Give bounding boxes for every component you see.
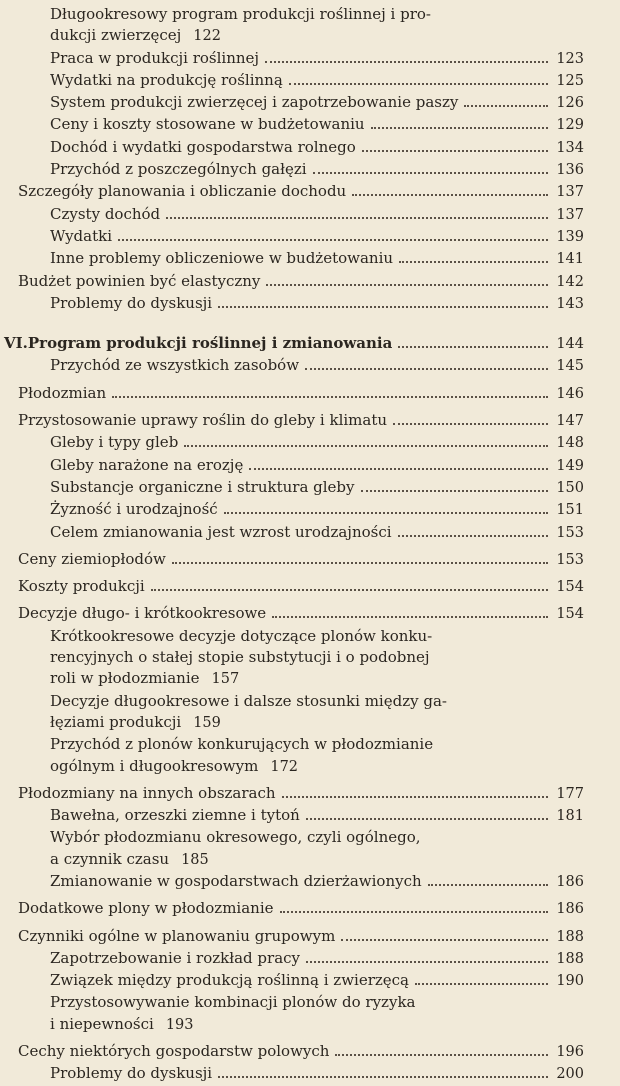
page-number: 145 [556, 358, 584, 375]
entry-title: Wydatki na produkcję roślinną [50, 70, 287, 91]
entry-title: Problemy do dyskusji [50, 293, 216, 314]
entry-title: Długookresowy program produkcji roślinnej i pro- [50, 4, 435, 25]
dot-leader [266, 284, 548, 286]
entry-title: ogólnym i długookresowym [50, 757, 262, 775]
dot-leader [151, 589, 548, 591]
toc-entry [4, 970, 584, 992]
toc-entry [4, 226, 584, 248]
toc-entry [4, 691, 584, 735]
entry-title: Dodatkowe plony w płodozmianie [18, 898, 278, 919]
dot-leader [306, 961, 548, 963]
page-number: 142 [556, 273, 584, 290]
toc-entry [4, 805, 584, 827]
toc-entry [4, 576, 584, 598]
dot-leader [166, 217, 548, 219]
page-number: 144 [556, 336, 584, 353]
toc-entry [4, 898, 584, 920]
toc-entry [4, 159, 584, 181]
entry-title: Żyzność i urodzajność [50, 499, 222, 520]
dot-leader [371, 127, 548, 129]
entry-title: Płodozmian [18, 383, 110, 404]
entry-title: Przychód z poszczególnych gałęzi [50, 159, 311, 180]
page-number: 123 [556, 50, 584, 67]
dot-leader [289, 83, 548, 85]
entry-title: Zapotrzebowanie i rozkład pracy [50, 948, 304, 969]
dot-leader [399, 261, 548, 263]
page-number: 134 [556, 139, 584, 156]
toc-entry [4, 948, 584, 970]
dot-leader [218, 306, 548, 308]
dot-leader [361, 490, 548, 492]
dot-leader [415, 983, 548, 985]
dot-leader [118, 239, 548, 241]
page-number: 129 [556, 117, 584, 134]
page-number: 154 [556, 579, 584, 596]
entry-title: Gleby narażone na erozję [50, 455, 247, 476]
page-number: 137 [556, 184, 584, 201]
page-number: 143 [556, 295, 584, 312]
entry-title: Przychód z plonów konkurujących w płodozmianie [50, 734, 437, 755]
toc-entry [4, 70, 584, 92]
toc-entry [4, 137, 584, 159]
entry-title: Program produkcji roślinnej i zmianowania [28, 333, 396, 354]
dot-leader [352, 194, 548, 196]
page-number: 172 [270, 758, 299, 775]
dot-leader [398, 346, 548, 348]
dot-leader [306, 818, 548, 820]
dot-leader [313, 172, 548, 174]
dot-leader [224, 512, 548, 514]
entry-title: dukcji zwierzęcej [50, 26, 185, 44]
toc-entry [4, 734, 584, 778]
dot-leader [218, 1076, 548, 1078]
page-number: 188 [556, 950, 584, 967]
page-number: 188 [556, 928, 584, 945]
page-number: 186 [556, 873, 584, 890]
page-number: 125 [556, 72, 584, 89]
toc-entry [4, 48, 584, 70]
toc-chapter [4, 333, 584, 355]
entry-title: Ceny ziemiopłodów [18, 549, 170, 570]
page-number: 148 [556, 435, 584, 452]
dot-leader [112, 396, 548, 398]
page-number: 153 [556, 524, 584, 541]
entry-title: łęziami produkcji [50, 713, 185, 731]
toc-entry [4, 522, 584, 544]
toc-entry [4, 871, 584, 893]
dot-leader [335, 1054, 548, 1056]
entry-title: Krótkookresowe decyzje dotyczące plonów konku- [50, 626, 436, 647]
entry-title: Decyzje długookresowe i dalsze stosunki między ga- [50, 691, 451, 712]
page-number: 122 [193, 28, 221, 45]
page-number: 136 [556, 162, 584, 179]
page-number: 157 [211, 671, 240, 688]
chapter-number: VI. [4, 334, 28, 353]
page-number: 147 [556, 413, 584, 430]
dot-leader [305, 368, 548, 370]
toc-entry [4, 248, 584, 270]
page-number: 146 [556, 385, 584, 402]
toc-entry [4, 549, 584, 571]
entry-title: Czysty dochód [50, 204, 164, 225]
dot-leader [398, 535, 548, 537]
page-number: 190 [556, 973, 584, 990]
dot-leader [362, 150, 548, 152]
entry-title: Przystosowanie uprawy roślin do gleby i klimatu [18, 410, 391, 431]
page-number: 196 [556, 1044, 584, 1061]
entry-title: Płodozmiany na innych obszarach [18, 783, 280, 804]
entry-title: Ceny i koszty stosowane w budżetowaniu [50, 114, 369, 135]
dot-leader [464, 105, 548, 107]
dot-leader [428, 884, 548, 886]
toc-entry [4, 992, 584, 1036]
page-number: 193 [165, 1016, 194, 1033]
toc-entry [4, 410, 584, 432]
entry-title: rencyjnych o stałej stopie substytucji i o podobnej [50, 648, 434, 666]
entry-title: Inne problemy obliczeniowe w budżetowaniu [50, 248, 397, 269]
page-number: 149 [556, 457, 584, 474]
dot-leader [393, 423, 548, 425]
toc-entry [4, 92, 584, 114]
toc-entry [4, 827, 584, 871]
toc-entry [4, 455, 584, 477]
page-number: 200 [556, 1066, 584, 1083]
toc-entry [4, 355, 584, 377]
entry-title: Zmianowanie w gospodarstwach dzierżawionych [50, 871, 426, 892]
page-number: 186 [556, 901, 584, 918]
dot-leader [280, 911, 548, 913]
page-number: 181 [556, 808, 584, 825]
toc-entry [4, 499, 584, 521]
entry-title: Praca w produkcji roślinnej [50, 48, 263, 69]
entry-title: Cechy niektórych gospodarstw polowych [18, 1041, 333, 1062]
page-number: 126 [556, 95, 584, 112]
page-number: 185 [181, 851, 209, 868]
toc-entry [4, 271, 584, 293]
entry-title: Przychód ze wszystkich zasobów [50, 355, 303, 376]
entry-title: Koszty produkcji [18, 576, 149, 597]
entry-title: Czynniki ogólne w planowaniu grupowym [18, 926, 339, 947]
page-number: 150 [556, 479, 584, 496]
toc-entry [4, 4, 584, 48]
entry-title: Przystosowywanie kombinacji plonów do ryzyka [50, 992, 419, 1013]
entry-title: Celem zmianowania jest wzrost urodzajności [50, 522, 396, 543]
page-number: 177 [556, 785, 584, 802]
toc-entry [4, 926, 584, 948]
entry-title: a czynnik czasu [50, 850, 173, 868]
dot-leader [265, 61, 548, 63]
toc-entry [4, 783, 584, 805]
table-of-contents [4, 4, 584, 1086]
toc-entry [4, 626, 584, 691]
dot-leader [272, 616, 548, 618]
toc-entry [4, 432, 584, 454]
toc-entry [4, 1041, 584, 1063]
toc-entry [4, 114, 584, 136]
toc-entry [4, 181, 584, 203]
entry-title: Szczegóły planowania i obliczanie dochodu [18, 181, 350, 202]
entry-title: Wybór płodozmianu okresowego, czyli ogólnego, [50, 827, 425, 848]
toc-entry [4, 477, 584, 499]
entry-title: Budżet powinien być elastyczny [18, 271, 264, 292]
entry-title: Problemy do dyskusji [50, 1063, 216, 1084]
page-number: 139 [556, 228, 584, 245]
entry-title: Wydatki [50, 226, 116, 247]
toc-entry [4, 383, 584, 405]
toc-entry [4, 603, 584, 625]
entry-title: System produkcji zwierzęcej i zapotrzebowanie paszy [50, 92, 462, 113]
dot-leader [249, 468, 548, 470]
page-number: 137 [556, 206, 584, 223]
entry-title: Bawełna, orzeszki ziemne i tytoń [50, 805, 304, 826]
page-number: 151 [556, 502, 584, 519]
toc-entry [4, 293, 584, 315]
entry-title: Decyzje długo- i krótkookresowe [18, 603, 270, 624]
dot-leader [282, 796, 548, 798]
dot-leader [341, 939, 548, 941]
entry-title: Związek między produkcją roślinną i zwierzęcą [50, 970, 413, 991]
toc-entry [4, 204, 584, 226]
entry-title: i niepewności [50, 1015, 158, 1033]
entry-title: Dochód i wydatki gospodarstwa rolnego [50, 137, 360, 158]
entry-title: Substancje organiczne i struktura gleby [50, 477, 359, 498]
page-number: 153 [556, 551, 584, 568]
page-number: 141 [556, 251, 584, 268]
dot-leader [184, 445, 548, 447]
entry-title: roli w płodozmianie [50, 669, 204, 687]
toc-entry [4, 1063, 584, 1085]
page-number: 159 [193, 714, 221, 731]
page-number: 154 [556, 606, 584, 623]
dot-leader [172, 562, 548, 564]
entry-title: Gleby i typy gleb [50, 432, 182, 453]
